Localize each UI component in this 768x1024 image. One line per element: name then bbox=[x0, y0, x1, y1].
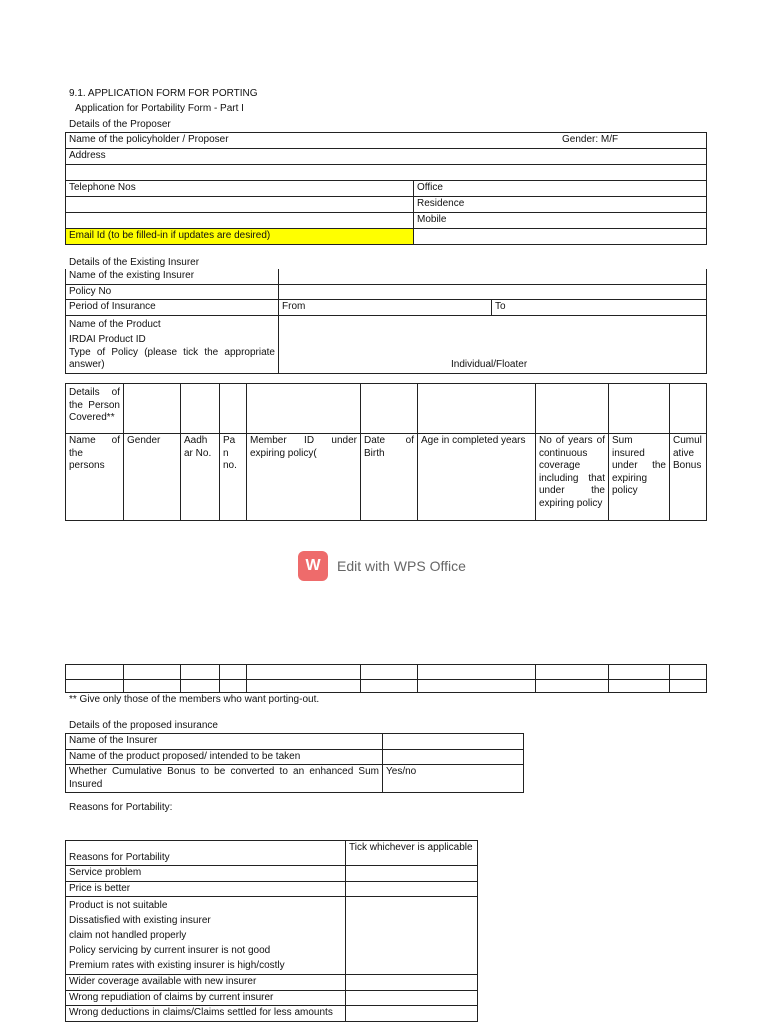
to-label: To bbox=[495, 301, 506, 312]
col-dob-text: Date of Birth bbox=[364, 435, 414, 459]
proposed-heading: Details of the proposed insurance bbox=[69, 720, 218, 731]
persons-blank-8 bbox=[609, 384, 670, 434]
email-field[interactable] bbox=[414, 229, 707, 245]
bonus-field[interactable] bbox=[383, 765, 524, 793]
address-field[interactable] bbox=[66, 149, 707, 165]
tick-col-header bbox=[346, 841, 478, 866]
col-pan-text: Pa n no. bbox=[223, 435, 237, 471]
col-header-years bbox=[536, 434, 609, 521]
period-label: Period of Insurance bbox=[69, 301, 156, 312]
product-label-cell bbox=[66, 315, 279, 373]
product-details-field[interactable] bbox=[279, 315, 707, 373]
col-header-aadhar bbox=[181, 434, 220, 521]
person-entry-cell[interactable] bbox=[418, 665, 536, 680]
reason-tick-cell[interactable] bbox=[346, 897, 478, 975]
existing-insurer-name-field[interactable] bbox=[279, 269, 707, 284]
reason-label: Price is better bbox=[69, 882, 131, 894]
period-to-field[interactable] bbox=[492, 300, 707, 316]
mobile-phone-field[interactable] bbox=[414, 213, 707, 229]
mobile-label: Mobile bbox=[417, 214, 447, 225]
section-title: 9.1. APPLICATION FORM FOR PORTING bbox=[69, 88, 258, 99]
proposed-product-field[interactable] bbox=[383, 749, 524, 765]
col-sum-insured-text: Sum insured under the expiring policy bbox=[612, 435, 666, 496]
period-from-field[interactable] bbox=[279, 300, 492, 316]
proposer-heading: Details of the Proposer bbox=[69, 119, 171, 130]
persons-table bbox=[65, 383, 707, 521]
office-phone-field[interactable] bbox=[414, 181, 707, 197]
person-entry-cell[interactable] bbox=[181, 665, 220, 680]
persons-blank-6 bbox=[418, 384, 536, 434]
irdai-label: IRDAI Product ID bbox=[69, 334, 146, 345]
persons-blank-2 bbox=[181, 384, 220, 434]
proposed-insurer-field[interactable] bbox=[383, 734, 524, 750]
office-label: Office bbox=[417, 182, 443, 193]
col-header-age bbox=[418, 434, 536, 521]
persons-blank-1 bbox=[124, 384, 181, 434]
persons-blank-3 bbox=[220, 384, 247, 434]
policy-no-label-cell bbox=[66, 284, 279, 300]
persons-blank-9 bbox=[670, 384, 707, 434]
col-age-text: Age in completed years bbox=[421, 435, 526, 446]
person-entry-cell[interactable] bbox=[670, 680, 707, 693]
reasons-col-header bbox=[66, 841, 346, 866]
bonus-label-cell bbox=[66, 765, 383, 793]
person-entry-cell[interactable] bbox=[124, 680, 181, 693]
person-entry-cell[interactable] bbox=[536, 680, 609, 693]
col-member-id-text: Member ID under expiring policy( bbox=[250, 435, 357, 459]
reason-tick-cell[interactable] bbox=[346, 881, 478, 897]
col-gender-text: Gender bbox=[127, 435, 161, 446]
reason-label: Wrong repudiation of claims by current insurer bbox=[69, 991, 274, 1003]
person-entry-cell[interactable] bbox=[124, 665, 181, 680]
persons-blank-5 bbox=[361, 384, 418, 434]
reason-row bbox=[66, 1006, 346, 1022]
proposed-product-label-cell bbox=[66, 749, 383, 765]
proposed-table bbox=[65, 733, 524, 793]
reason-row bbox=[66, 990, 346, 1006]
telephone-spacer-2 bbox=[66, 213, 414, 229]
reason-label: Premium rates with existing insurer is high/costly bbox=[69, 960, 285, 971]
address-line-2[interactable] bbox=[66, 165, 707, 181]
reason-tick-cell[interactable] bbox=[346, 975, 478, 991]
reasons-col-label: Reasons for Portability bbox=[69, 851, 170, 863]
persons-blank-7 bbox=[536, 384, 609, 434]
from-label: From bbox=[282, 301, 306, 312]
policy-type-value[interactable]: Individual/Floater bbox=[451, 359, 528, 370]
details-person-text: Details of the Person Covered** bbox=[69, 387, 120, 423]
col-header-member-id bbox=[247, 434, 361, 521]
reason-tick-cell[interactable] bbox=[346, 866, 478, 882]
person-entry-cell[interactable] bbox=[609, 680, 670, 693]
person-entry-cell[interactable] bbox=[536, 665, 609, 680]
email-label: Email Id (to be filled-in if updates are desired) bbox=[69, 230, 271, 241]
policy-type-label: Type of Policy (please tick the appropriate answer) bbox=[69, 346, 275, 370]
reason-row-group bbox=[66, 897, 346, 975]
reason-label: claim not handled properly bbox=[69, 930, 187, 941]
reason-row bbox=[66, 881, 346, 897]
form-subtitle: Application for Portability Form - Part I bbox=[75, 103, 244, 114]
col-header-name bbox=[66, 434, 124, 521]
col-header-gender bbox=[124, 434, 181, 521]
existing-insurer-table bbox=[65, 269, 707, 374]
col-header-dob bbox=[361, 434, 418, 521]
reason-row bbox=[66, 975, 346, 991]
existing-insurer-name-label: Name of the existing Insurer bbox=[69, 270, 195, 281]
reason-row bbox=[66, 866, 346, 882]
bonus-label: Whether Cumulative Bonus to be converted to an enhanced Sum Insured bbox=[69, 766, 379, 790]
col-bonus-text: Cumul ative Bonus bbox=[673, 435, 702, 471]
col-years-text: No of years of continuous coverage including that under the expiring policy bbox=[539, 435, 605, 509]
address-label: Address bbox=[69, 150, 106, 161]
persons-blank-4 bbox=[247, 384, 361, 434]
person-entry-cell[interactable] bbox=[670, 665, 707, 680]
email-label-cell bbox=[66, 229, 414, 245]
telephone-label: Telephone Nos bbox=[69, 182, 136, 193]
person-entry-cell[interactable] bbox=[361, 680, 418, 693]
policy-no-label: Policy No bbox=[69, 285, 112, 297]
person-entry-cell[interactable] bbox=[361, 665, 418, 680]
reason-label: Wider coverage available with new insurer bbox=[69, 976, 257, 987]
reason-label: Service problem bbox=[69, 867, 142, 878]
wps-watermark bbox=[298, 550, 466, 582]
period-label-cell bbox=[66, 300, 279, 316]
proposed-insurer-label: Name of the Insurer bbox=[69, 735, 158, 746]
person-entry-cell[interactable] bbox=[181, 680, 220, 693]
col-header-bonus bbox=[670, 434, 707, 521]
residence-phone-field[interactable] bbox=[414, 197, 707, 213]
telephone-spacer bbox=[66, 197, 414, 213]
col-name-text: Name of the persons bbox=[69, 435, 120, 471]
product-name-label: Name of the Product bbox=[69, 318, 161, 330]
tick-col-label: Tick whichever is applicable bbox=[349, 842, 473, 853]
reason-label: Policy servicing by current insurer is not good bbox=[69, 945, 271, 956]
persons-footnote: ** Give only those of the members who want porting-out. bbox=[69, 694, 320, 705]
person-entry-cell[interactable] bbox=[66, 665, 124, 680]
existing-insurer-name-label-cell bbox=[66, 269, 279, 284]
policyholder-name-row[interactable] bbox=[66, 133, 707, 149]
proposed-insurer-label-cell bbox=[66, 734, 383, 750]
bonus-value[interactable]: Yes/no bbox=[386, 766, 417, 777]
proposer-table bbox=[65, 132, 707, 245]
reason-label: Wrong deductions in claims/Claims settled for less amounts bbox=[69, 1007, 333, 1018]
gender-label: Gender: M/F bbox=[562, 134, 619, 145]
reason-label: Product is not suitable bbox=[69, 900, 168, 911]
proposed-product-label: Name of the product proposed/ intended to be taken bbox=[69, 750, 301, 762]
reasons-table bbox=[65, 840, 478, 1022]
person-entry-cell[interactable] bbox=[418, 680, 536, 693]
policyholder-name-label: Name of the policyholder / Proposer bbox=[69, 134, 229, 145]
col-header-pan bbox=[220, 434, 247, 521]
telephone-label-cell bbox=[66, 181, 414, 197]
wps-watermark-text: Edit with WPS Office bbox=[337, 558, 466, 574]
wps-logo-icon: W bbox=[298, 551, 328, 581]
person-entry-cell[interactable] bbox=[247, 665, 361, 680]
person-entry-cell[interactable] bbox=[220, 680, 247, 693]
reason-tick-cell[interactable] bbox=[346, 1006, 478, 1022]
reason-label: Dissatisfied with existing insurer bbox=[69, 915, 211, 926]
person-entry-cell[interactable] bbox=[66, 680, 124, 693]
person-entry-cell[interactable] bbox=[247, 680, 361, 693]
person-entry-cell[interactable] bbox=[609, 665, 670, 680]
reason-tick-cell[interactable] bbox=[346, 990, 478, 1006]
person-entry-cell[interactable] bbox=[220, 665, 247, 680]
reasons-heading: Reasons for Portability: bbox=[69, 802, 173, 813]
policy-no-field[interactable] bbox=[279, 284, 707, 300]
existing-insurer-heading: Details of the Existing Insurer bbox=[69, 257, 200, 268]
residence-label: Residence bbox=[417, 198, 465, 209]
persons-table-continued bbox=[65, 664, 707, 693]
col-header-sum-insured bbox=[609, 434, 670, 521]
details-person-label bbox=[66, 384, 124, 434]
col-aadhar-text: Aadh ar No. bbox=[184, 435, 212, 459]
